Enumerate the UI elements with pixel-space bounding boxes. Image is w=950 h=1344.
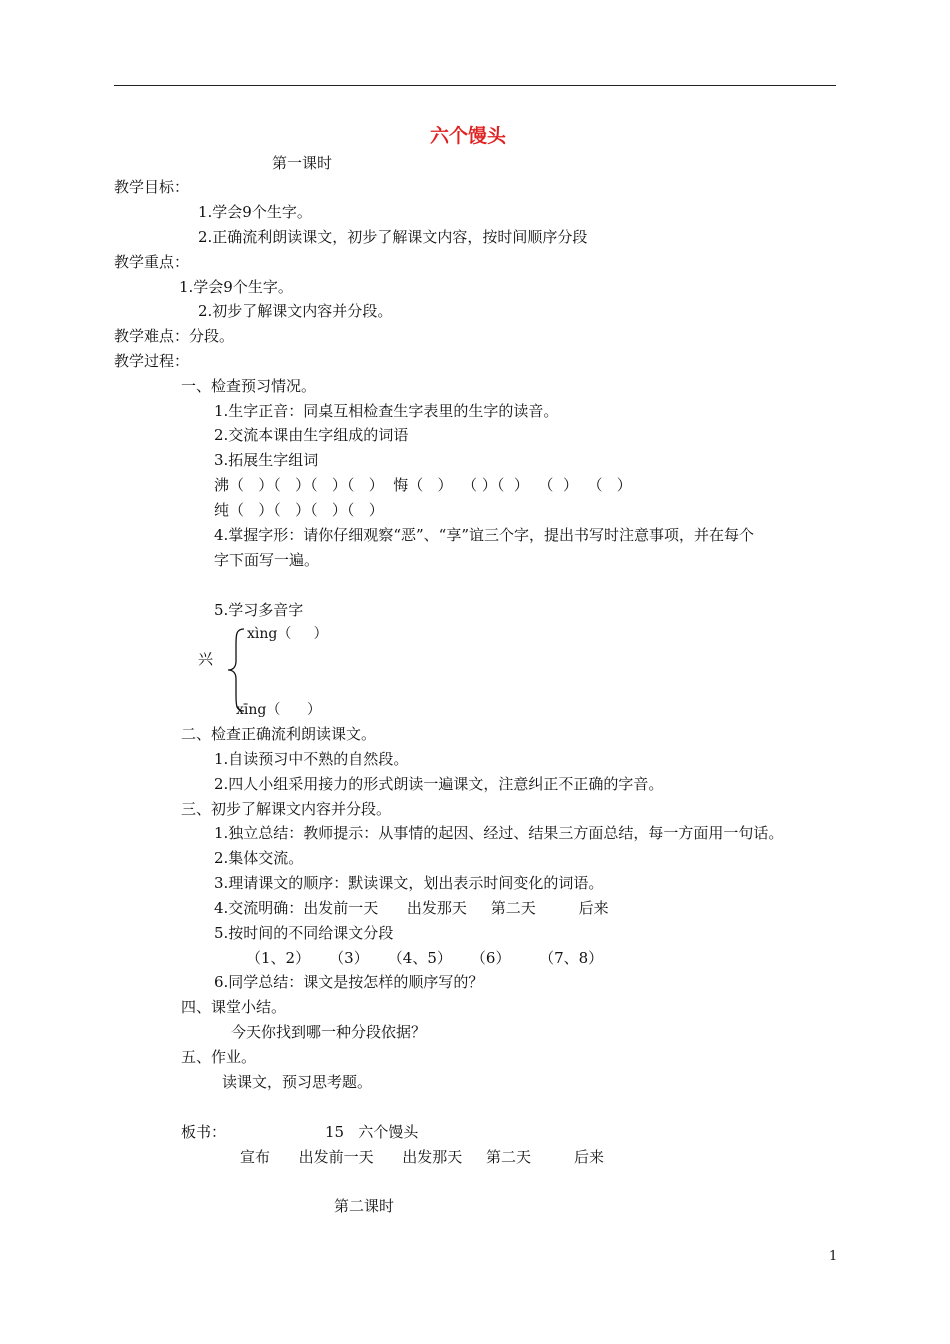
step-item: 5.学习多音字: [214, 601, 304, 619]
word-blank-row: 沸（ ）（ ）（ ）（ ） 悔（ ） （ ）（ ） （ ） （ ）: [214, 476, 632, 494]
blackboard-row: 宣布 出发前一天 出发那天 第二天 后来: [240, 1148, 604, 1166]
key-points-label: 教学重点：: [114, 253, 190, 271]
step-item: 2.四人小组采用接力的形式朗读一遍课文，注意纠正不正确的字音。: [214, 775, 664, 793]
step-item: 4.掌握字形：请你仔细观察“恶”、“享”谊三个字，提出书写时注意事项，并在每个: [214, 526, 754, 544]
lesson-heading: 第二课时: [334, 1197, 395, 1215]
blackboard-title: 15 六个馒头: [325, 1123, 419, 1141]
difficulty-line: 教学难点：分段。: [114, 327, 235, 345]
step-item: 3.拓展生字组词: [214, 451, 319, 469]
document-title: 六个馒头: [430, 125, 507, 147]
step-item: 读课文，预习思考题。: [222, 1073, 373, 1091]
step-item: 2.集体交流。: [214, 849, 304, 867]
goal-item: 1.学会9个生字。: [198, 203, 312, 221]
step-item: 4.交流明确：出发前一天 出发那天 第二天 后来: [214, 899, 609, 917]
blackboard-label: 板书：: [181, 1123, 227, 1141]
lesson-heading: 第一课时: [272, 154, 333, 172]
goals-label: 教学目标：: [114, 178, 190, 196]
step-item: 1.独立总结：教师提示：从事情的起因、经过、结果三方面总结，每一方面用一句话。: [214, 824, 784, 842]
pinyin-xing1: xīng（ ）: [236, 702, 322, 718]
paragraph-groups: （1、2） （3） （4、5） （6） （7、8）: [246, 949, 604, 967]
section-heading: 五、作业。: [181, 1048, 257, 1066]
section-heading: 一、检查预习情况。: [181, 377, 317, 395]
goal-item: 2.正确流利朗读课文，初步了解课文内容，按时间顺序分段: [198, 228, 588, 246]
step-item: 5.按时间的不同给课文分段: [214, 924, 394, 942]
key-point-item: 2.初步了解课文内容并分段。: [198, 302, 393, 320]
step-item: 2.交流本课由生字组成的词语: [214, 426, 409, 444]
section-heading: 三、初步了解课文内容并分段。: [181, 800, 392, 818]
key-point-item: 1.学会9个生字。: [179, 278, 293, 296]
header-rule: [114, 85, 836, 86]
polyphone-character: 兴: [198, 650, 214, 668]
step-item: 3.理请课文的顺序：默读课文，划出表示时间变化的词语。: [214, 874, 604, 892]
step-item: 6.同学总结：课文是按怎样的顺序写的？: [214, 973, 484, 991]
step-item: 1.生字正音：同桌互相检查生字表里的生字的读音。: [214, 402, 559, 420]
pinyin-xing4: xìng（ ）: [247, 626, 328, 642]
step-item: 今天你找到哪一种分段依据？: [231, 1023, 427, 1041]
step-item: 1.自读预习中不熟的自然段。: [214, 750, 409, 768]
step-item-continued: 字下面写一遍。: [214, 551, 320, 569]
brace-icon: [226, 627, 246, 713]
section-heading: 二、检查正确流利朗读课文。: [181, 725, 377, 743]
process-label: 教学过程：: [114, 352, 190, 370]
section-heading: 四、课堂小结。: [181, 998, 287, 1016]
word-blank-row: 纯（ ）（ ）（ ）（ ）: [214, 501, 384, 519]
page-number: 1: [829, 1249, 838, 1264]
